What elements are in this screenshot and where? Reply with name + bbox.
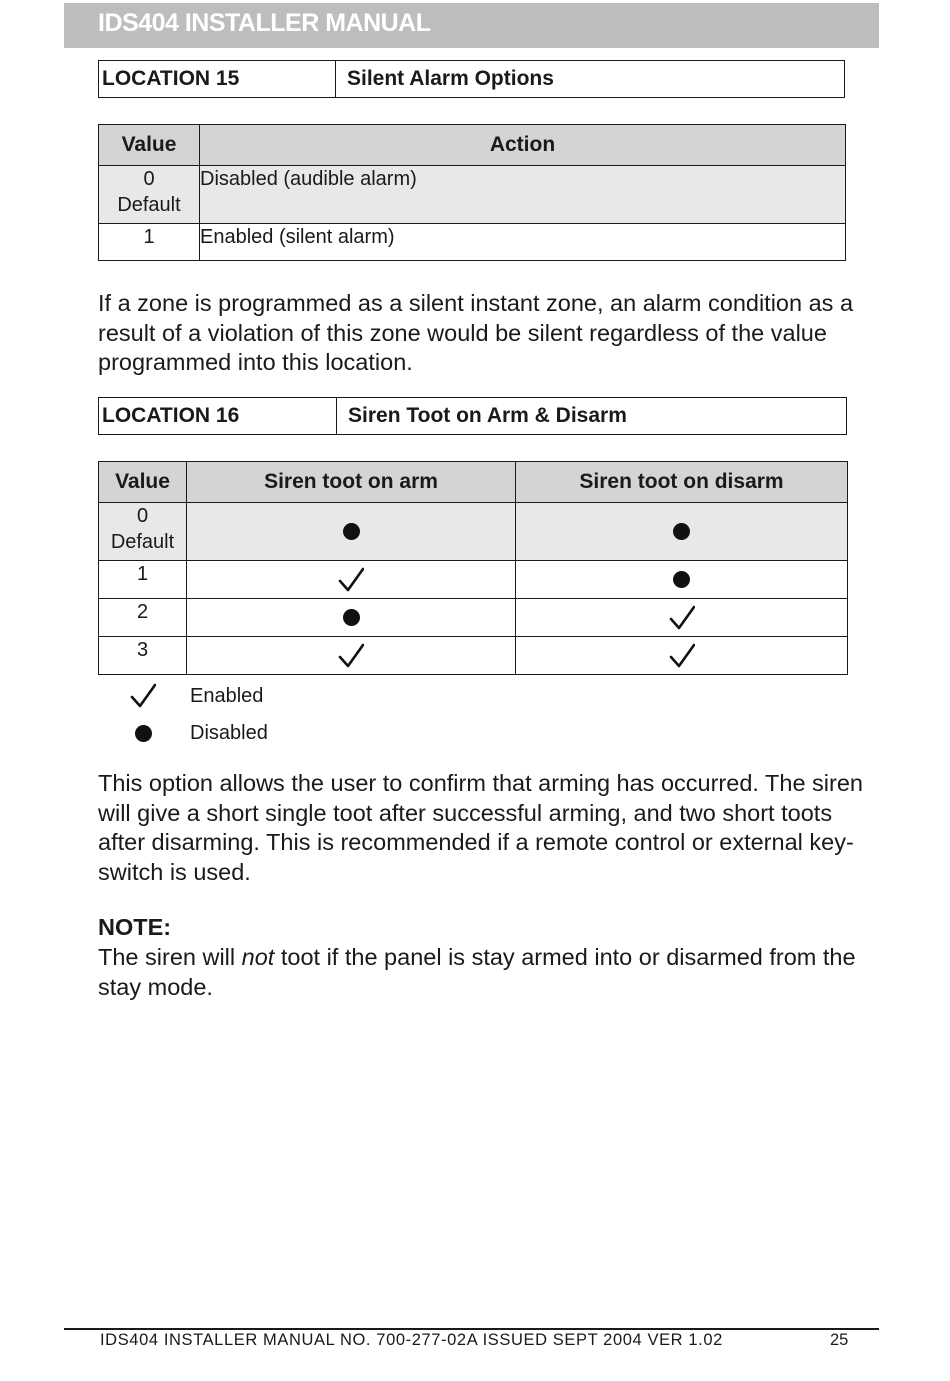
note-text-after: toot if the panel is stay armed into or disarmed from the stay mode. [98,944,856,1000]
value-default-note: Default [117,194,181,216]
disarm-status-cell [516,637,848,675]
value-cell [99,599,187,637]
legend-label-disabled: Disabled [190,722,268,744]
location-16-table [98,461,848,675]
column-header-value: Value [99,462,187,503]
legend-item-enabled [130,683,263,709]
table-row [99,561,848,599]
checkmark-icon [669,644,695,666]
dot-icon [673,571,690,588]
location-16-description: This option allows the user to confirm that arming has occurred. The siren will give a short single toot after successful arming, and two short toots after disarming. This is recommended if a remote control or external key-switch is used. [98,770,863,885]
header-title: IDS404 INSTALLER MANUAL [98,9,431,37]
checkmark-icon [338,568,364,590]
checkmark-icon [338,644,364,666]
value-number: 2 [136,601,149,623]
table-header-row [99,125,846,166]
action-cell: Enabled (silent alarm) [200,224,846,261]
checkmark-icon [669,606,695,628]
value-cell [99,637,187,675]
location-15-title: Silent Alarm Options [347,67,554,90]
value-cell [99,166,200,224]
legend-item-disabled [130,722,268,745]
location-15-table [98,124,846,261]
legend-label-enabled: Enabled [190,684,264,707]
table-row [99,503,848,561]
note-label: NOTE: [98,914,172,940]
disarm-status-cell [516,599,848,637]
dot-icon [343,523,360,540]
header-bar [64,3,879,48]
value-cell [99,503,187,561]
footer-rule [64,1328,879,1330]
arm-status-cell [187,637,516,675]
arm-status-cell [187,599,516,637]
location-16-title: Siren Toot on Arm & Disarm [348,404,627,427]
location-15-box [98,60,845,98]
column-header-action: Action [200,125,846,166]
value-number: 1 [136,563,149,585]
location-16-label: LOCATION 16 [102,404,240,427]
value-cell [99,224,200,261]
value-default-note: Default [110,531,175,553]
column-header-toot-on-disarm: Siren toot on disarm [516,462,848,503]
location-15-label: LOCATION 15 [102,67,240,90]
table-row [99,637,848,675]
location-15-description: If a zone is programmed as a silent instant zone, an alarm condition as a result of a violation of this zone would be silent regardless of the value programmed into this location. [98,290,854,375]
column-header-toot-on-arm: Siren toot on arm [187,462,516,503]
value-number: 3 [136,639,149,661]
page-number: 25 [830,1331,849,1349]
location-16-divider [336,398,337,434]
location-16-box [98,397,847,435]
arm-status-cell [187,561,516,599]
value-number: 0 [143,168,155,190]
footer-text: IDS404 INSTALLER MANUAL NO. 700-277-02A ISSUED SEPT 2004 VER 1.02 [100,1331,723,1349]
value-number: 0 [136,505,149,527]
disarm-status-cell [516,561,848,599]
action-cell: Disabled (audible alarm) [200,166,846,224]
dot-icon [130,725,156,742]
location-15-divider [335,61,336,97]
column-header-value: Value [99,125,200,166]
table-row [99,224,846,261]
note-text-before: The siren will [98,944,242,970]
note-text [98,943,858,1002]
dot-icon [673,523,690,540]
table-row [99,599,848,637]
note-emphasis: not [241,944,275,970]
value-cell [99,561,187,599]
checkmark-icon [130,683,156,709]
dot-icon [343,609,360,626]
disarm-status-cell [516,503,848,561]
table-header-row [99,462,848,503]
value-number: 1 [143,226,155,248]
table-row [99,166,846,224]
arm-status-cell [187,503,516,561]
